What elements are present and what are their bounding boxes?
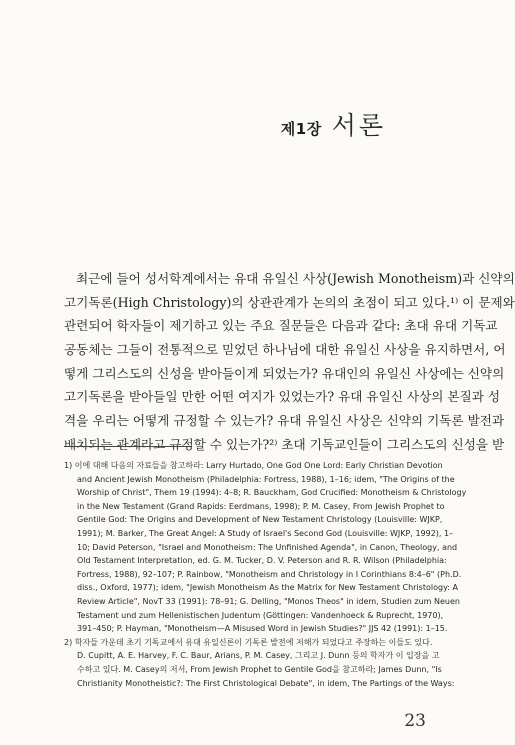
body-line: 관련되어 학자들이 제기하고 있는 주요 질문들은 다음과 같다: 초대 유대 기독교 bbox=[64, 318, 498, 334]
footnote-line: Christianity Monotheistic?: The First Christological Debate", in idem, The Partings of the Ways: bbox=[77, 678, 455, 688]
body-line: 고기독론을 받아들일 만한 어떤 여지가 있었는가? 유대 유일신 사상의 본질과 성 bbox=[64, 389, 501, 405]
footnote-line: Testament und zum Hellenistischen Judentum (Göttingen: Vandenhoeck & Ruprecht, 1970), bbox=[77, 610, 444, 620]
footnote-divider bbox=[64, 446, 192, 447]
body-line: 고기독론(High Christology)의 상관관계가 논의의 초점이 되고 있다.¹⁾ 이 문제와 bbox=[64, 294, 515, 310]
footnote-line: D. Cupitt, A. E. Harvey, F. C. Baur, Arians, P. M. Casey, 그리고 J. Dunn 등의 학자가 이 입장을 고 bbox=[77, 651, 440, 661]
footnote-line: Old Testament Interpretation, ed. G. M. Tucker, D. V. Peterson and R. R. Wilson (Philadelphia: bbox=[77, 556, 447, 566]
footnotes bbox=[64, 459, 467, 690]
body-line: 배치되는 관계라고 규정할 수 있는가?²⁾ 초대 기독교인들이 그리스도의 신성을 받 bbox=[64, 436, 505, 452]
body-paragraph bbox=[64, 267, 515, 457]
footnote-line: Review Article", NovT 33 (1991): 78–91; G. Delling, "Monos Theos" in idem, Studien zum Neuen bbox=[77, 596, 460, 606]
chapter-title: 서론 bbox=[331, 111, 386, 140]
footnote-line: Fortress, 1988), 92–107; P. Rainbow, "Monotheism and Christology in I Corinthians 8:4–6" (Ph.D. bbox=[77, 569, 462, 579]
footnote-line: 수하고 있다. M. Casey의 저서, From Jewish Prophet to Gentile God을 참고하라; James Dunn, "Is bbox=[77, 664, 442, 674]
footnote-line: 391–450; P. Hayman, "Monotheism—A Misused Word in Jewish Studies?" JJS 42 (1991): 1–15. bbox=[77, 624, 448, 634]
footnote-line: Worship of Christ", Them 19 (1994): 4–8; R. Bauckham, God Crucified: Monotheism & Christology bbox=[77, 488, 467, 498]
footnote-line: in the New Testament (Grand Rapids: Eerdmans, 1998); P. M. Casey, From Jewish Prophet to bbox=[77, 501, 445, 511]
chapter-label: 제1장 bbox=[280, 120, 322, 138]
chapter-heading bbox=[281, 106, 386, 142]
footnote-line: 2) 학자들 가운데 초기 기독교에서 유대 유일신론이 기독론 발전에 저해가 되었다고 주장하는 이들도 있다. bbox=[64, 637, 433, 647]
body-line: 떻게 그리스도의 신성을 받아들이게 되었는가? 유대인의 유일신 사상에는 신약의 bbox=[64, 365, 505, 381]
page-number: 23 bbox=[404, 711, 426, 731]
body-line: 격을 우리는 어떻게 규정할 수 있는가? 유대 유일신 사상은 신약의 기독론 발전과 bbox=[64, 413, 505, 429]
footnote-line: Gentile God: The Origins and Development of New Testament Christology (Louisville: WJKP, bbox=[77, 515, 443, 525]
footnote-line: 1) 이에 대해 다음의 자료들을 참고하라: Larry Hurtado, One God One Lord: Early Christian Devotion bbox=[64, 461, 443, 470]
body-line: 최근에 들어 성서학계에서는 유대 유일신 사상(Jewish Monotheism)과 신약의 bbox=[76, 271, 515, 286]
body-line: 공동체는 그들이 전통적으로 믿었던 하나님에 대한 유일신 사상을 유지하면서, 어 bbox=[64, 342, 506, 358]
footnote-line: 10; David Peterson, "Israel and Monotheism: The Unfinished Agenda", in Canon, Theology, and bbox=[77, 542, 458, 552]
footnote-line: diss., Oxford, 1977); idem, "Jewish Monotheism As the Matrix for New Testament Christology: A bbox=[77, 583, 458, 593]
footnote-line: and Ancient Jewish Monotheism (Philadelphia: Fortress, 1988), 1–16; idem, "The Origins of the bbox=[77, 474, 455, 484]
footnote-line: 1991); M. Barker, The Great Angel: A Study of Israel's Second God (Louisville: WJKP, 1992), 1– bbox=[77, 528, 454, 538]
